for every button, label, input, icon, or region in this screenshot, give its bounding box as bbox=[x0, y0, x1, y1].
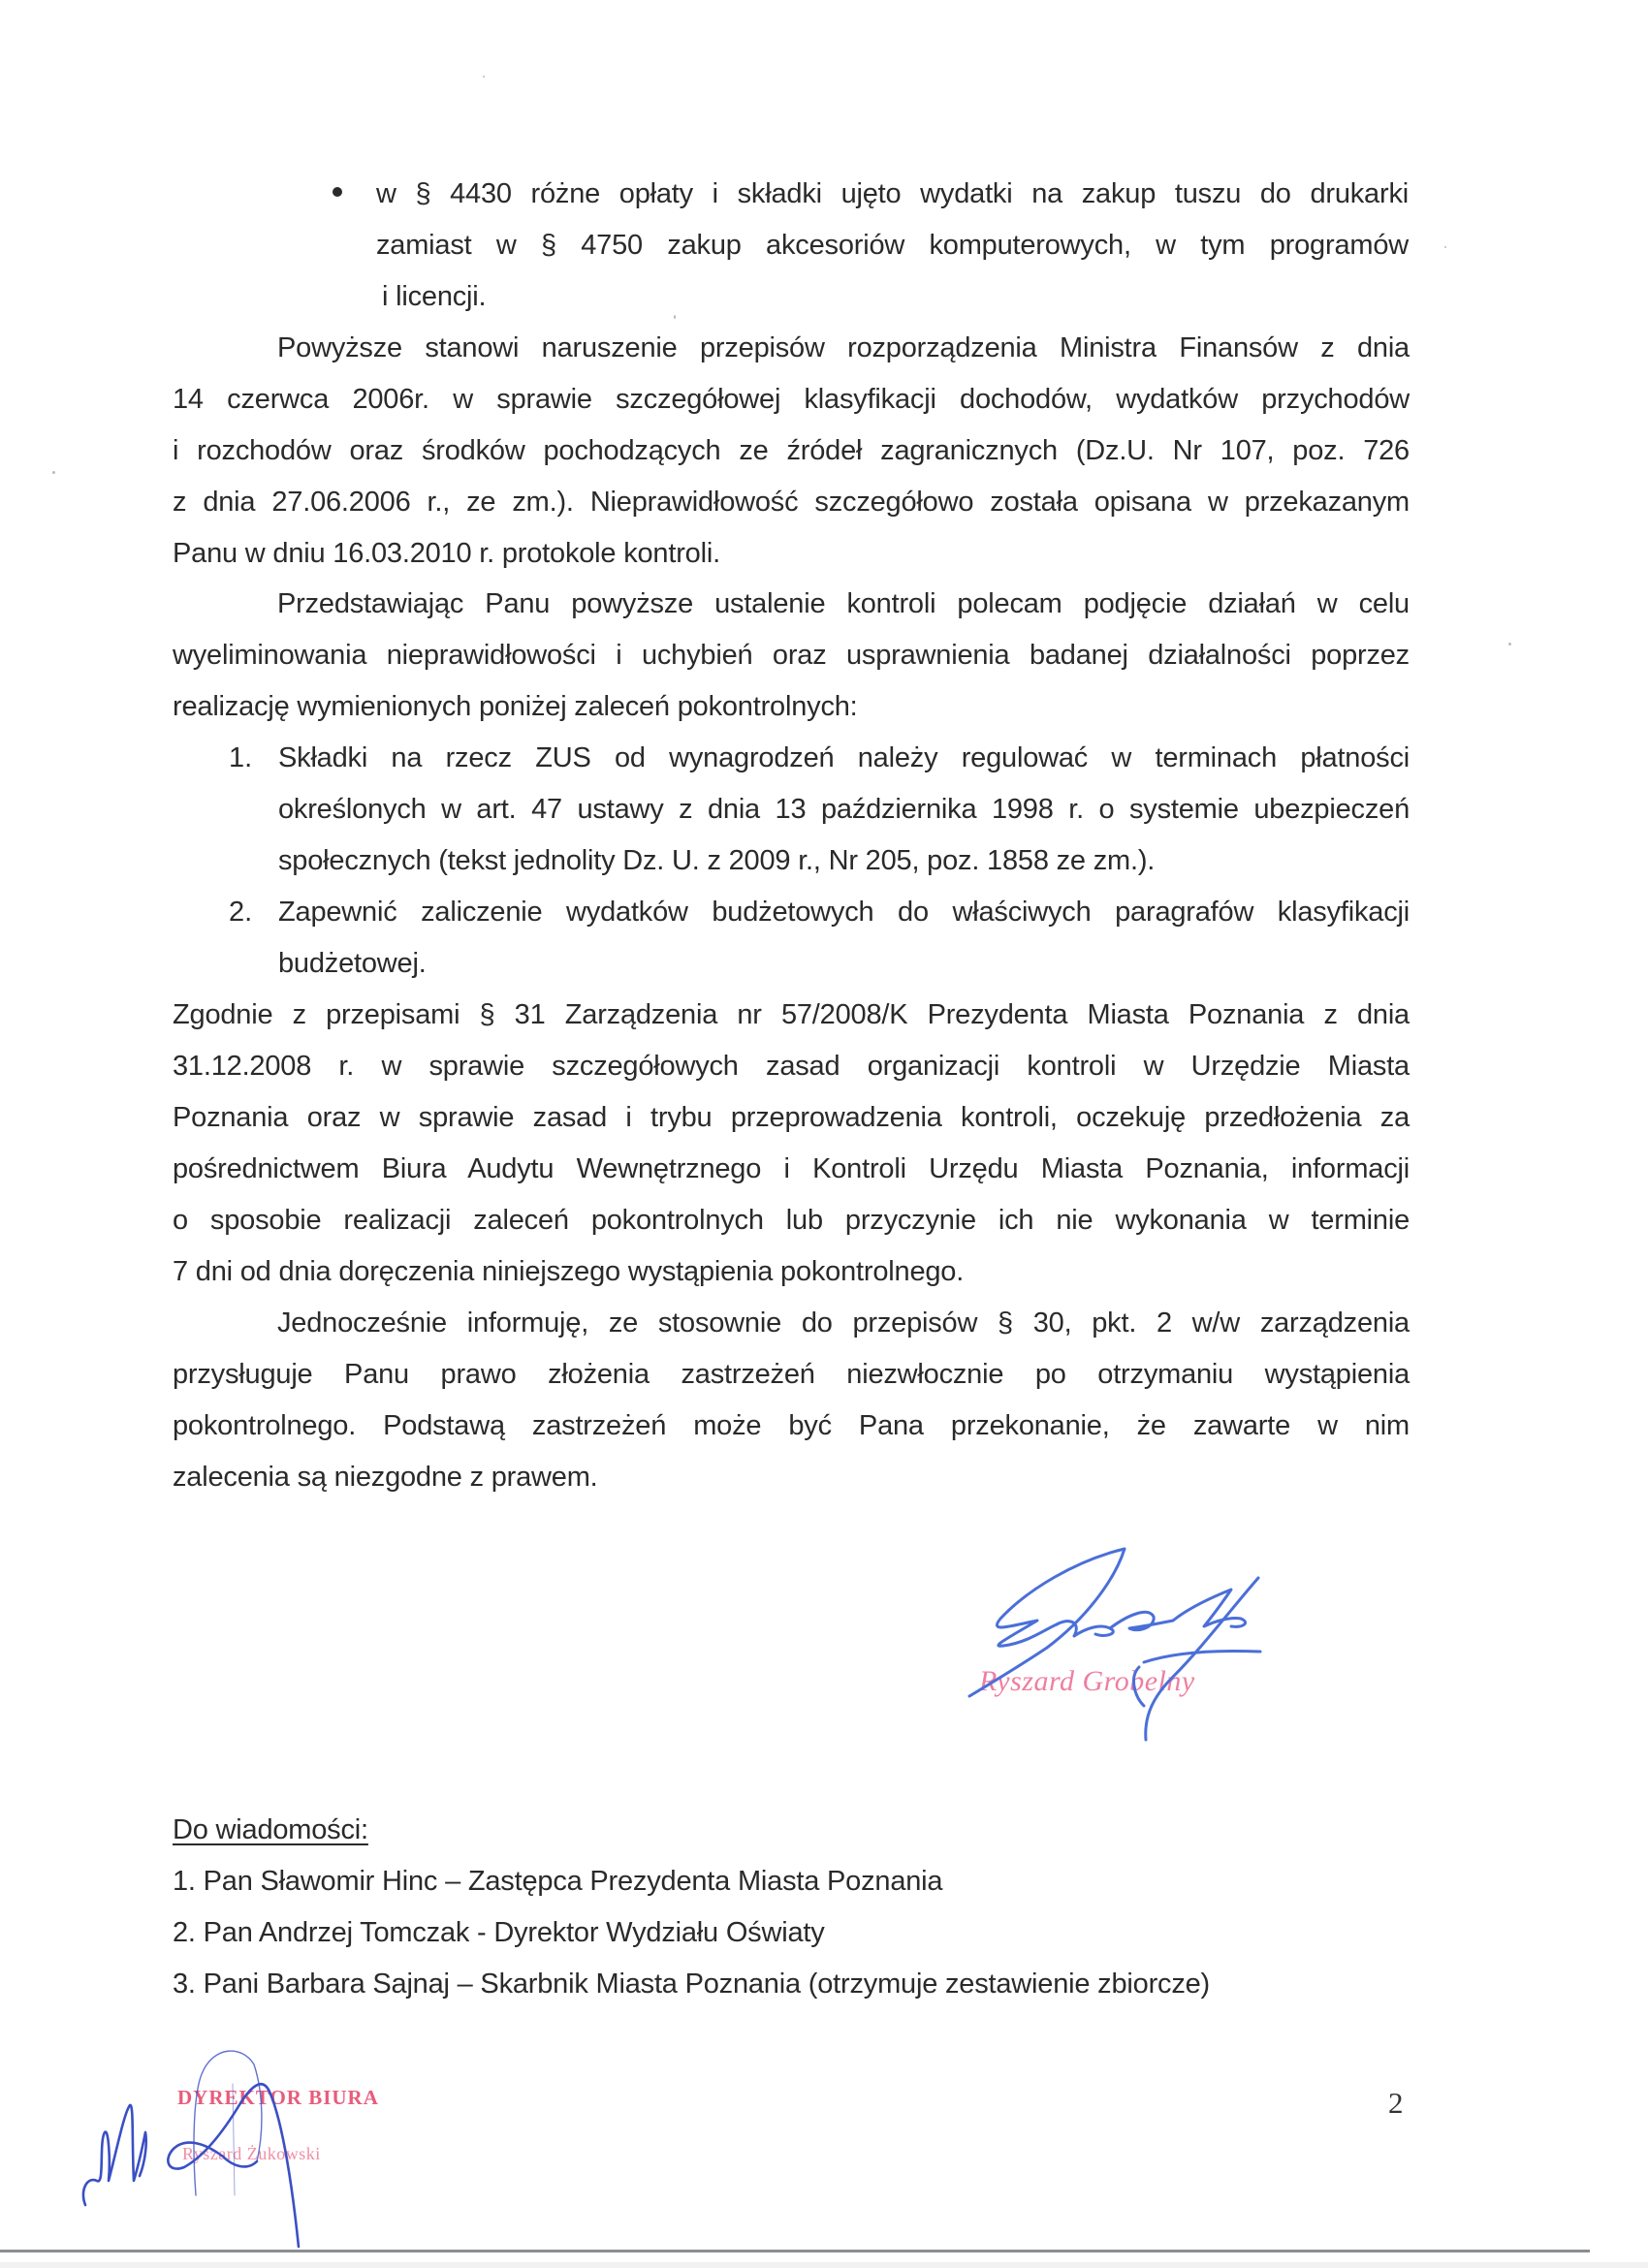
distribution-item: 1. Pan Sławomir Hinc – Zastępca Prezydenta Miasta Poznania bbox=[173, 1866, 943, 1897]
scan-speck bbox=[52, 471, 55, 474]
recommendation-line: społecznych (tekst jednolity Dz. U. z 2009 r., Nr 205, poz. 1858 ze zm.). bbox=[278, 845, 1156, 876]
recommendation-number: 1. bbox=[229, 742, 253, 773]
paragraph-line: pośrednictwem Biura Audytu Wewnętrznego i Kontroli Urzędu Miasta Poznania, informacji bbox=[173, 1153, 1410, 1184]
paragraph-line: Jednocześnie informuję, ze stosownie do przepisów § 30, pkt. 2 w/w zarządzenia bbox=[277, 1307, 1410, 1339]
paragraph-line: 7 dni od dnia doręczenia niniejszego wystąpienia pokontrolnego. bbox=[173, 1256, 965, 1287]
distribution-item: 2. Pan Andrzej Tomczak - Dyrektor Wydziału Oświaty bbox=[173, 1917, 825, 1948]
recommendation-number: 2. bbox=[229, 897, 253, 928]
bullet-line: zamiast w § 4750 zakup akcesoriów komputerowych, w tym programów bbox=[376, 230, 1409, 261]
distribution-item: 3. Pani Barbara Sajnaj – Skarbnik Miasta Poznania (otrzymuje zestawienie zbiorcze) bbox=[173, 1969, 1211, 2000]
bullet-icon bbox=[333, 187, 342, 197]
initials-signature-icon bbox=[39, 2035, 465, 2268]
paragraph-line: realizację wymienionych poniżej zaleceń pokontrolnych: bbox=[173, 691, 858, 722]
recommendation-line: Składki na rzecz ZUS od wynagrodzeń należy regulować w terminach płatności bbox=[278, 742, 1410, 773]
paragraph-line: i rozchodów oraz środków pochodzących ze źródeł zagranicznych (Dz.U. Nr 107, poz. 726 bbox=[173, 435, 1410, 466]
paragraph-line: Poznania oraz w sprawie zasad i trybu przeprowadzenia kontroli, oczekuję przedłożenia za bbox=[173, 1102, 1410, 1133]
scan-speck bbox=[483, 76, 485, 78]
paragraph-line: z dnia 27.06.2006 r., ze zm.). Nieprawidłowość szczegółowo została opisana w przekazanym bbox=[173, 487, 1410, 518]
signatory-stamp-name: Ryszard Grobelny bbox=[979, 1665, 1195, 1697]
scan-speck bbox=[1444, 246, 1446, 248]
approval-stamp-name: Ryszard Żukowski bbox=[182, 2144, 321, 2163]
paragraph-line: przysługuje Panu prawo złożenia zastrzeżeń niezwłocznie po otrzymaniu wystąpienia bbox=[173, 1359, 1410, 1390]
recommendation-line: określonych w art. 47 ustawy z dnia 13 października 1998 r. o systemie ubezpieczeń bbox=[278, 794, 1410, 825]
bullet-line: w § 4430 różne opłaty i składki ujęto wydatki na zakup tuszu do drukarki bbox=[376, 178, 1409, 209]
paragraph-line: pokontrolnego. Podstawą zastrzeżeń może być Pana przekonanie, że zawarte w nim bbox=[173, 1410, 1410, 1441]
handwritten-signature-icon bbox=[950, 1531, 1318, 1764]
paragraph-line: Przedstawiając Panu powyższe ustalenie kontroli polecam podjęcie działań w celu bbox=[277, 588, 1410, 619]
page-number: 2 bbox=[1388, 2086, 1404, 2120]
paragraph-line: 31.12.2008 r. w sprawie szczegółowych zasad organizacji kontroli w Urzędzie Miasta bbox=[173, 1051, 1410, 1082]
scan-edge-divider bbox=[0, 2250, 1590, 2252]
scan-speck bbox=[1508, 643, 1511, 646]
paragraph-line: zalecenia są niezgodne z prawem. bbox=[173, 1462, 598, 1493]
paragraph-line: wyeliminowania nieprawidłowości i uchybień oraz usprawnienia badanej działalności poprzez bbox=[173, 640, 1410, 671]
paragraph-line: Powyższe stanowi naruszenie przepisów rozporządzenia Ministra Finansów z dnia bbox=[277, 332, 1410, 363]
recommendation-line: budżetowej. bbox=[278, 948, 427, 979]
bullet-line: i licencji. bbox=[382, 281, 487, 312]
paragraph-line: o sposobie realizacji zaleceń pokontrolnych lub przyczynie ich nie wykonania w terminie bbox=[173, 1205, 1410, 1236]
paragraph-line: 14 czerwca 2006r. w sprawie szczegółowej klasyfikacji dochodów, wydatków przychodów bbox=[173, 384, 1410, 415]
distribution-heading: Do wiadomości: bbox=[173, 1814, 368, 1845]
paragraph-line: Zgodnie z przepisami § 31 Zarządzenia nr 57/2008/K Prezydenta Miasta Poznania z dnia bbox=[173, 999, 1410, 1030]
recommendation-line: Zapewnić zaliczenie wydatków budżetowych do właściwych paragrafów klasyfikacji bbox=[278, 897, 1410, 928]
approval-stamp-title: DYREKTOR BIURA bbox=[177, 2086, 379, 2109]
paragraph-line: Panu w dniu 16.03.2010 r. protokole kontroli. bbox=[173, 538, 720, 569]
scan-edge-margin bbox=[0, 2262, 1648, 2268]
